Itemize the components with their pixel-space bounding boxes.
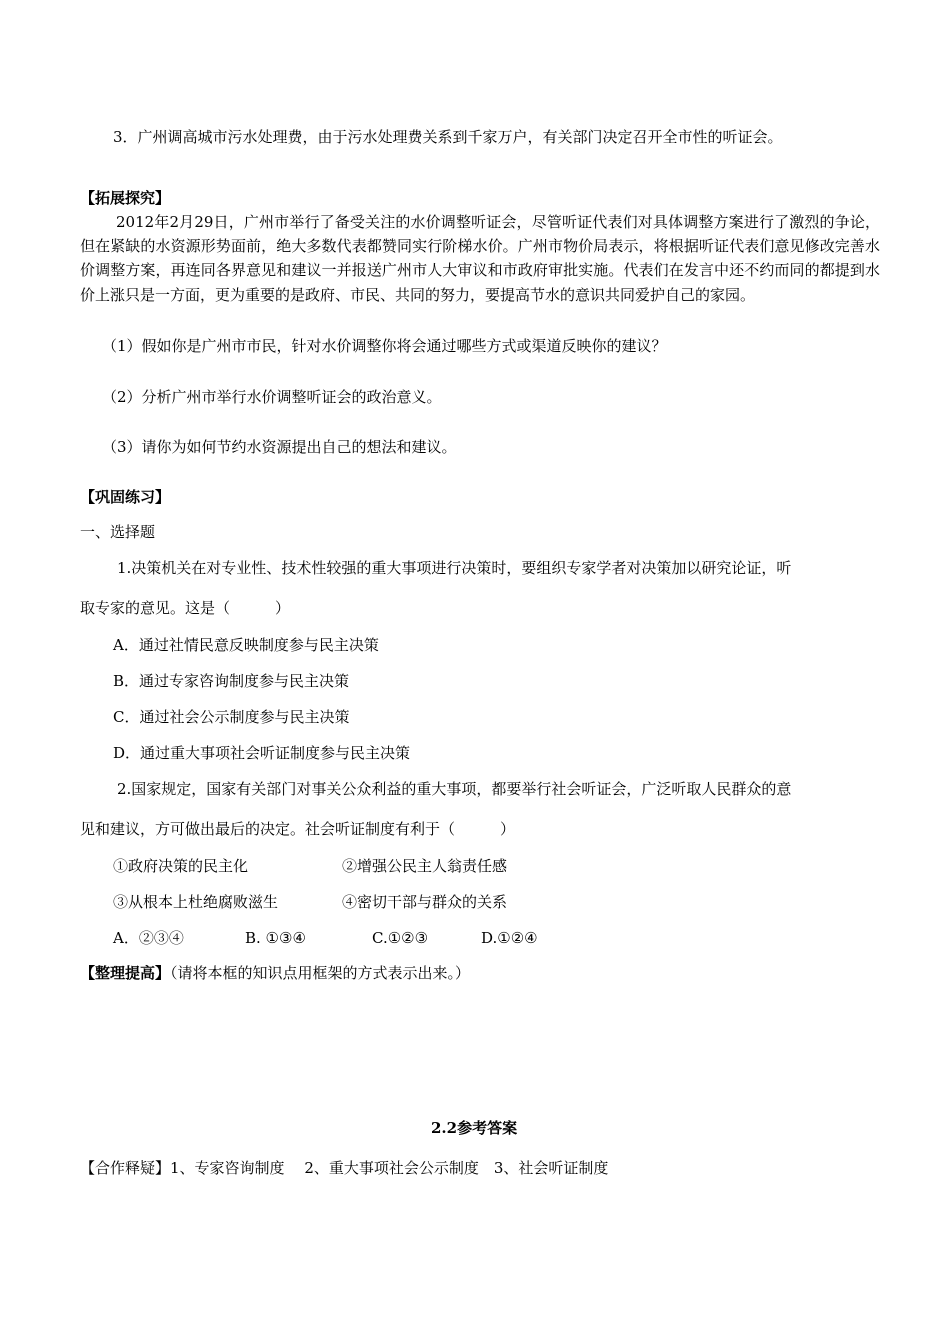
- q1-line2: 取专家的意见。这是（ ）: [80, 599, 291, 617]
- practice-heading: 【巩固练习】: [80, 488, 171, 506]
- q2-line2: 见和建议，方可做出最后的决定。社会听证制度有利于（ ）: [80, 820, 516, 838]
- expand-question-2: （2）分析广州市举行水价调整听证会的政治意义。: [102, 388, 442, 406]
- q1-option-c: C．通过社会公示制度参与民主决策: [113, 708, 350, 726]
- q2-item-2: ②增强公民主人翁责任感: [342, 857, 508, 875]
- q2-line1: 2.国家规定，国家有关部门对事关公众利益的重大事项，都要举行社会听证会，广泛听取人民群众的意: [117, 780, 792, 798]
- expand-heading: 【拓展探究】: [80, 189, 171, 207]
- q1-option-d: D．通过重大事项社会听证制度参与民主决策: [113, 744, 411, 762]
- expand-paragraph: 2012年2月29日，广州市举行了备受关注的水价调整听证会，尽管听证代表们对具体调整方案进行了激烈的争论，但在紧缺的水资源形势面前，绝大多数代表都赞同实行阶梯水价。广州市物价局表示，将根据听证代表们意见修改完善水价调整方案，再连同各界意见和建议一并报送广州市人大审议和市政府审批实施。代表们在发言中还不约而同的都提到水价上涨只是一方面，更为重要的是政府、市民、共同的努力，要提高节水的意识共同爱护自己的家园。: [80, 213, 880, 304]
- q1-option-a: A．通过社情民意反映制度参与民主决策: [113, 636, 379, 654]
- q2-item-1: ①政府决策的民主化: [113, 857, 249, 875]
- expand-question-3: （3）请你为如何节约水资源提出自己的想法和建议。: [102, 438, 457, 456]
- answer-key-text: 1、专家咨询制度 2、重大事项社会公示制度 3、社会听证制度: [170, 1159, 609, 1177]
- q2-answer-a: A．②③④: [113, 929, 184, 947]
- answer-key-line: [80, 1157, 608, 1179]
- summary-heading: 【整理提高】: [80, 964, 171, 982]
- summary-text: （请将本框的知识点用框架的方式表示出来。）: [170, 964, 471, 982]
- practice-subheading: 一、选择题: [80, 523, 156, 541]
- section3-item: 3．广州调高城市污水处理费，由于污水处理费关系到千家万户，有关部门决定召开全市性的听证会。: [113, 128, 783, 146]
- q2-answer-c: C.①②③: [372, 929, 429, 947]
- answer-key-heading: 【合作释疑】: [80, 1159, 171, 1177]
- expand-question-1: （1）假如你是广州市市民，针对水价调整你将会通过哪些方式或渠道反映你的建议？: [102, 337, 667, 355]
- summary-line: [80, 962, 470, 984]
- q2-answer-b: B. ①③④: [245, 929, 306, 947]
- q1-option-b: B．通过专家咨询制度参与民主决策: [113, 672, 350, 690]
- q2-item-3: ③从根本上杜绝腐败滋生: [113, 893, 279, 911]
- answer-key-title: 2.2参考答案: [431, 1119, 518, 1137]
- q2-item-4: ④密切干部与群众的关系: [342, 893, 508, 911]
- q2-answer-d: D.①②④: [481, 929, 538, 947]
- q1-line1: 1.决策机关在对专业性、技术性较强的重大事项进行决策时，要组织专家学者对决策加以研究论证，听: [117, 559, 792, 577]
